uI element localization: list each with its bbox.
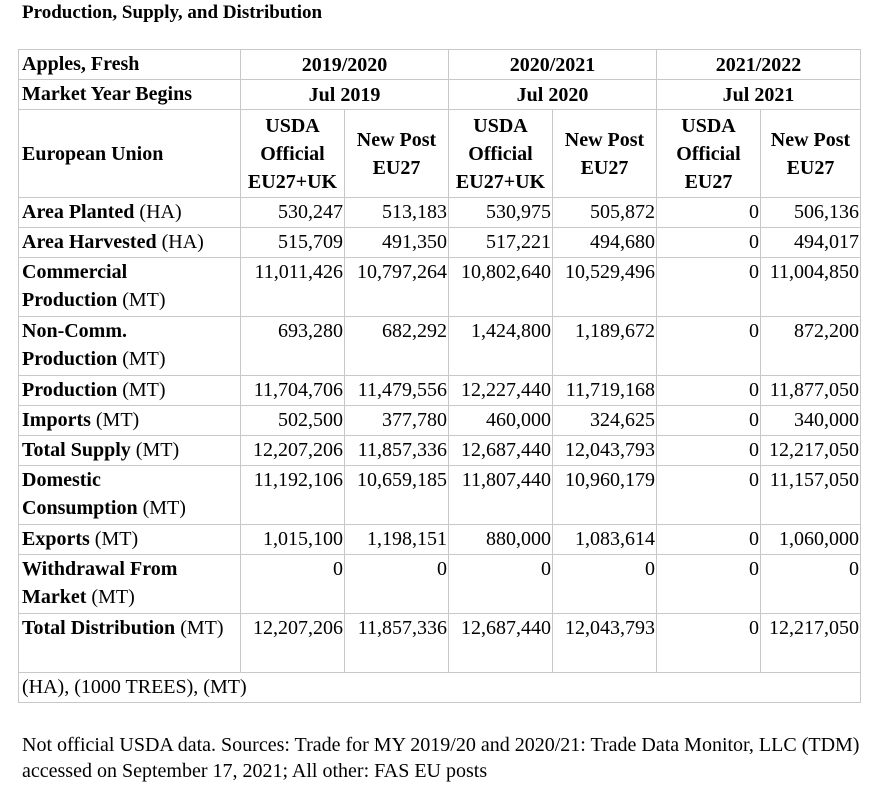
value-cell: 12,687,440 (449, 614, 553, 673)
row-name: Commercial Production (22, 261, 128, 311)
table-row (19, 555, 861, 614)
column-header: New Post EU27 (345, 110, 449, 198)
value-cell: 12,207,206 (241, 614, 345, 673)
value-cell: 872,200 (761, 317, 861, 376)
value-cell: 0 (657, 466, 761, 525)
column-header: USDA Official EU27 (657, 110, 761, 198)
value-cell: 11,857,336 (345, 614, 449, 673)
value-cell: 12,217,050 (761, 614, 861, 673)
row-name: Imports (22, 409, 91, 431)
row-label (19, 466, 241, 525)
value-cell: 10,659,185 (345, 466, 449, 525)
table-row (19, 614, 861, 673)
row-label (19, 406, 241, 436)
row-name: Exports (22, 528, 90, 550)
value-cell: 0 (657, 436, 761, 466)
table-row (19, 376, 861, 406)
page-title: Production, Supply, and Distribution (22, 2, 323, 23)
row-unit: (MT) (122, 289, 166, 311)
value-cell: 0 (657, 317, 761, 376)
value-cell: 0 (449, 555, 553, 614)
region-label: European Union (19, 110, 241, 198)
row-unit: (HA) (161, 231, 204, 253)
value-cell: 10,529,496 (553, 258, 657, 317)
row-name: Area Planted (22, 201, 135, 223)
value-cell: 1,424,800 (449, 317, 553, 376)
value-cell: 530,975 (449, 198, 553, 228)
value-cell: 682,292 (345, 317, 449, 376)
value-cell: 530,247 (241, 198, 345, 228)
value-cell: 0 (345, 555, 449, 614)
value-cell: 1,060,000 (761, 525, 861, 555)
market-year-label: Market Year Begins (19, 80, 241, 110)
row-name: Domestic Consumption (22, 469, 138, 519)
value-cell: 491,350 (345, 228, 449, 258)
row-unit: (MT) (180, 617, 224, 639)
row-label (19, 614, 241, 673)
value-cell: 0 (657, 228, 761, 258)
row-label (19, 198, 241, 228)
column-header: USDA Official EU27+UK (241, 110, 345, 198)
value-cell: 12,227,440 (449, 376, 553, 406)
row-unit: (MT) (142, 497, 186, 519)
value-cell: 1,189,672 (553, 317, 657, 376)
value-cell: 494,680 (553, 228, 657, 258)
year-header-2: 2020/2021 (449, 50, 657, 80)
table-row (19, 258, 861, 317)
column-header: New Post EU27 (761, 110, 861, 198)
row-unit: (MT) (91, 586, 135, 608)
value-cell: 0 (657, 376, 761, 406)
value-cell: 324,625 (553, 406, 657, 436)
value-cell: 0 (241, 555, 345, 614)
value-cell: 515,709 (241, 228, 345, 258)
table-row (19, 525, 861, 555)
value-cell: 11,192,106 (241, 466, 345, 525)
year-begins-1: Jul 2019 (241, 80, 449, 110)
table-row (19, 198, 861, 228)
value-cell: 11,011,426 (241, 258, 345, 317)
row-label (19, 436, 241, 466)
value-cell: 0 (657, 525, 761, 555)
row-label (19, 317, 241, 376)
value-cell: 460,000 (449, 406, 553, 436)
value-cell: 880,000 (449, 525, 553, 555)
value-cell: 12,043,793 (553, 436, 657, 466)
value-cell: 1,015,100 (241, 525, 345, 555)
year-header-1: 2019/2020 (241, 50, 449, 80)
row-label (19, 258, 241, 317)
value-cell: 10,797,264 (345, 258, 449, 317)
value-cell: 0 (657, 555, 761, 614)
value-cell: 11,004,850 (761, 258, 861, 317)
row-name: Non-Comm. Production (22, 320, 127, 370)
value-cell: 12,687,440 (449, 436, 553, 466)
value-cell: 494,017 (761, 228, 861, 258)
table-row (19, 406, 861, 436)
value-cell: 11,719,168 (553, 376, 657, 406)
table-row (19, 317, 861, 376)
row-unit: (MT) (122, 379, 166, 401)
commodity-label: Apples, Fresh (19, 50, 241, 80)
column-header: USDA Official EU27+UK (449, 110, 553, 198)
value-cell: 11,877,050 (761, 376, 861, 406)
value-cell: 12,207,206 (241, 436, 345, 466)
row-name: Total Supply (22, 439, 131, 461)
value-cell: 11,157,050 (761, 466, 861, 525)
value-cell: 0 (657, 614, 761, 673)
value-cell: 11,479,556 (345, 376, 449, 406)
row-label (19, 376, 241, 406)
row-name: Withdrawal From Market (22, 558, 178, 608)
value-cell: 0 (657, 258, 761, 317)
value-cell: 0 (553, 555, 657, 614)
year-begins-2: Jul 2020 (449, 80, 657, 110)
value-cell: 693,280 (241, 317, 345, 376)
table-row (19, 228, 861, 258)
value-cell: 517,221 (449, 228, 553, 258)
value-cell: 12,043,793 (553, 614, 657, 673)
value-cell: 11,704,706 (241, 376, 345, 406)
table-row (19, 436, 861, 466)
row-name: Production (22, 379, 118, 401)
value-cell: 513,183 (345, 198, 449, 228)
value-cell: 12,217,050 (761, 436, 861, 466)
value-cell: 0 (657, 198, 761, 228)
value-cell: 11,807,440 (449, 466, 553, 525)
row-label (19, 228, 241, 258)
units-row: (HA), (1000 TREES), (MT) (19, 673, 861, 703)
value-cell: 505,872 (553, 198, 657, 228)
value-cell: 1,083,614 (553, 525, 657, 555)
column-header: New Post EU27 (553, 110, 657, 198)
value-cell: 506,136 (761, 198, 861, 228)
value-cell: 0 (657, 406, 761, 436)
row-name: Area Harvested (22, 231, 157, 253)
psd-table (18, 49, 861, 703)
table-row (19, 466, 861, 525)
row-unit: (MT) (94, 528, 139, 550)
value-cell: 11,857,336 (345, 436, 449, 466)
value-cell: 377,780 (345, 406, 449, 436)
year-begins-3: Jul 2021 (657, 80, 861, 110)
value-cell: 0 (761, 555, 861, 614)
row-unit: (HA) (139, 201, 182, 223)
value-cell: 502,500 (241, 406, 345, 436)
row-unit: (MT) (95, 409, 140, 431)
value-cell: 340,000 (761, 406, 861, 436)
year-header-3: 2021/2022 (657, 50, 861, 80)
row-name: Total Distribution (22, 617, 176, 639)
footnote: Not official USDA data. Sources: Trade for MY 2019/20 and 2020/21: Trade Data Monitor, LLC (TDM) accessed on September 17, 2021; All other: FAS EU posts (22, 734, 860, 782)
value-cell: 10,960,179 (553, 466, 657, 525)
row-label (19, 555, 241, 614)
row-label (19, 525, 241, 555)
value-cell: 1,198,151 (345, 525, 449, 555)
value-cell: 10,802,640 (449, 258, 553, 317)
row-unit: (MT) (122, 348, 166, 370)
row-unit: (MT) (135, 439, 180, 461)
